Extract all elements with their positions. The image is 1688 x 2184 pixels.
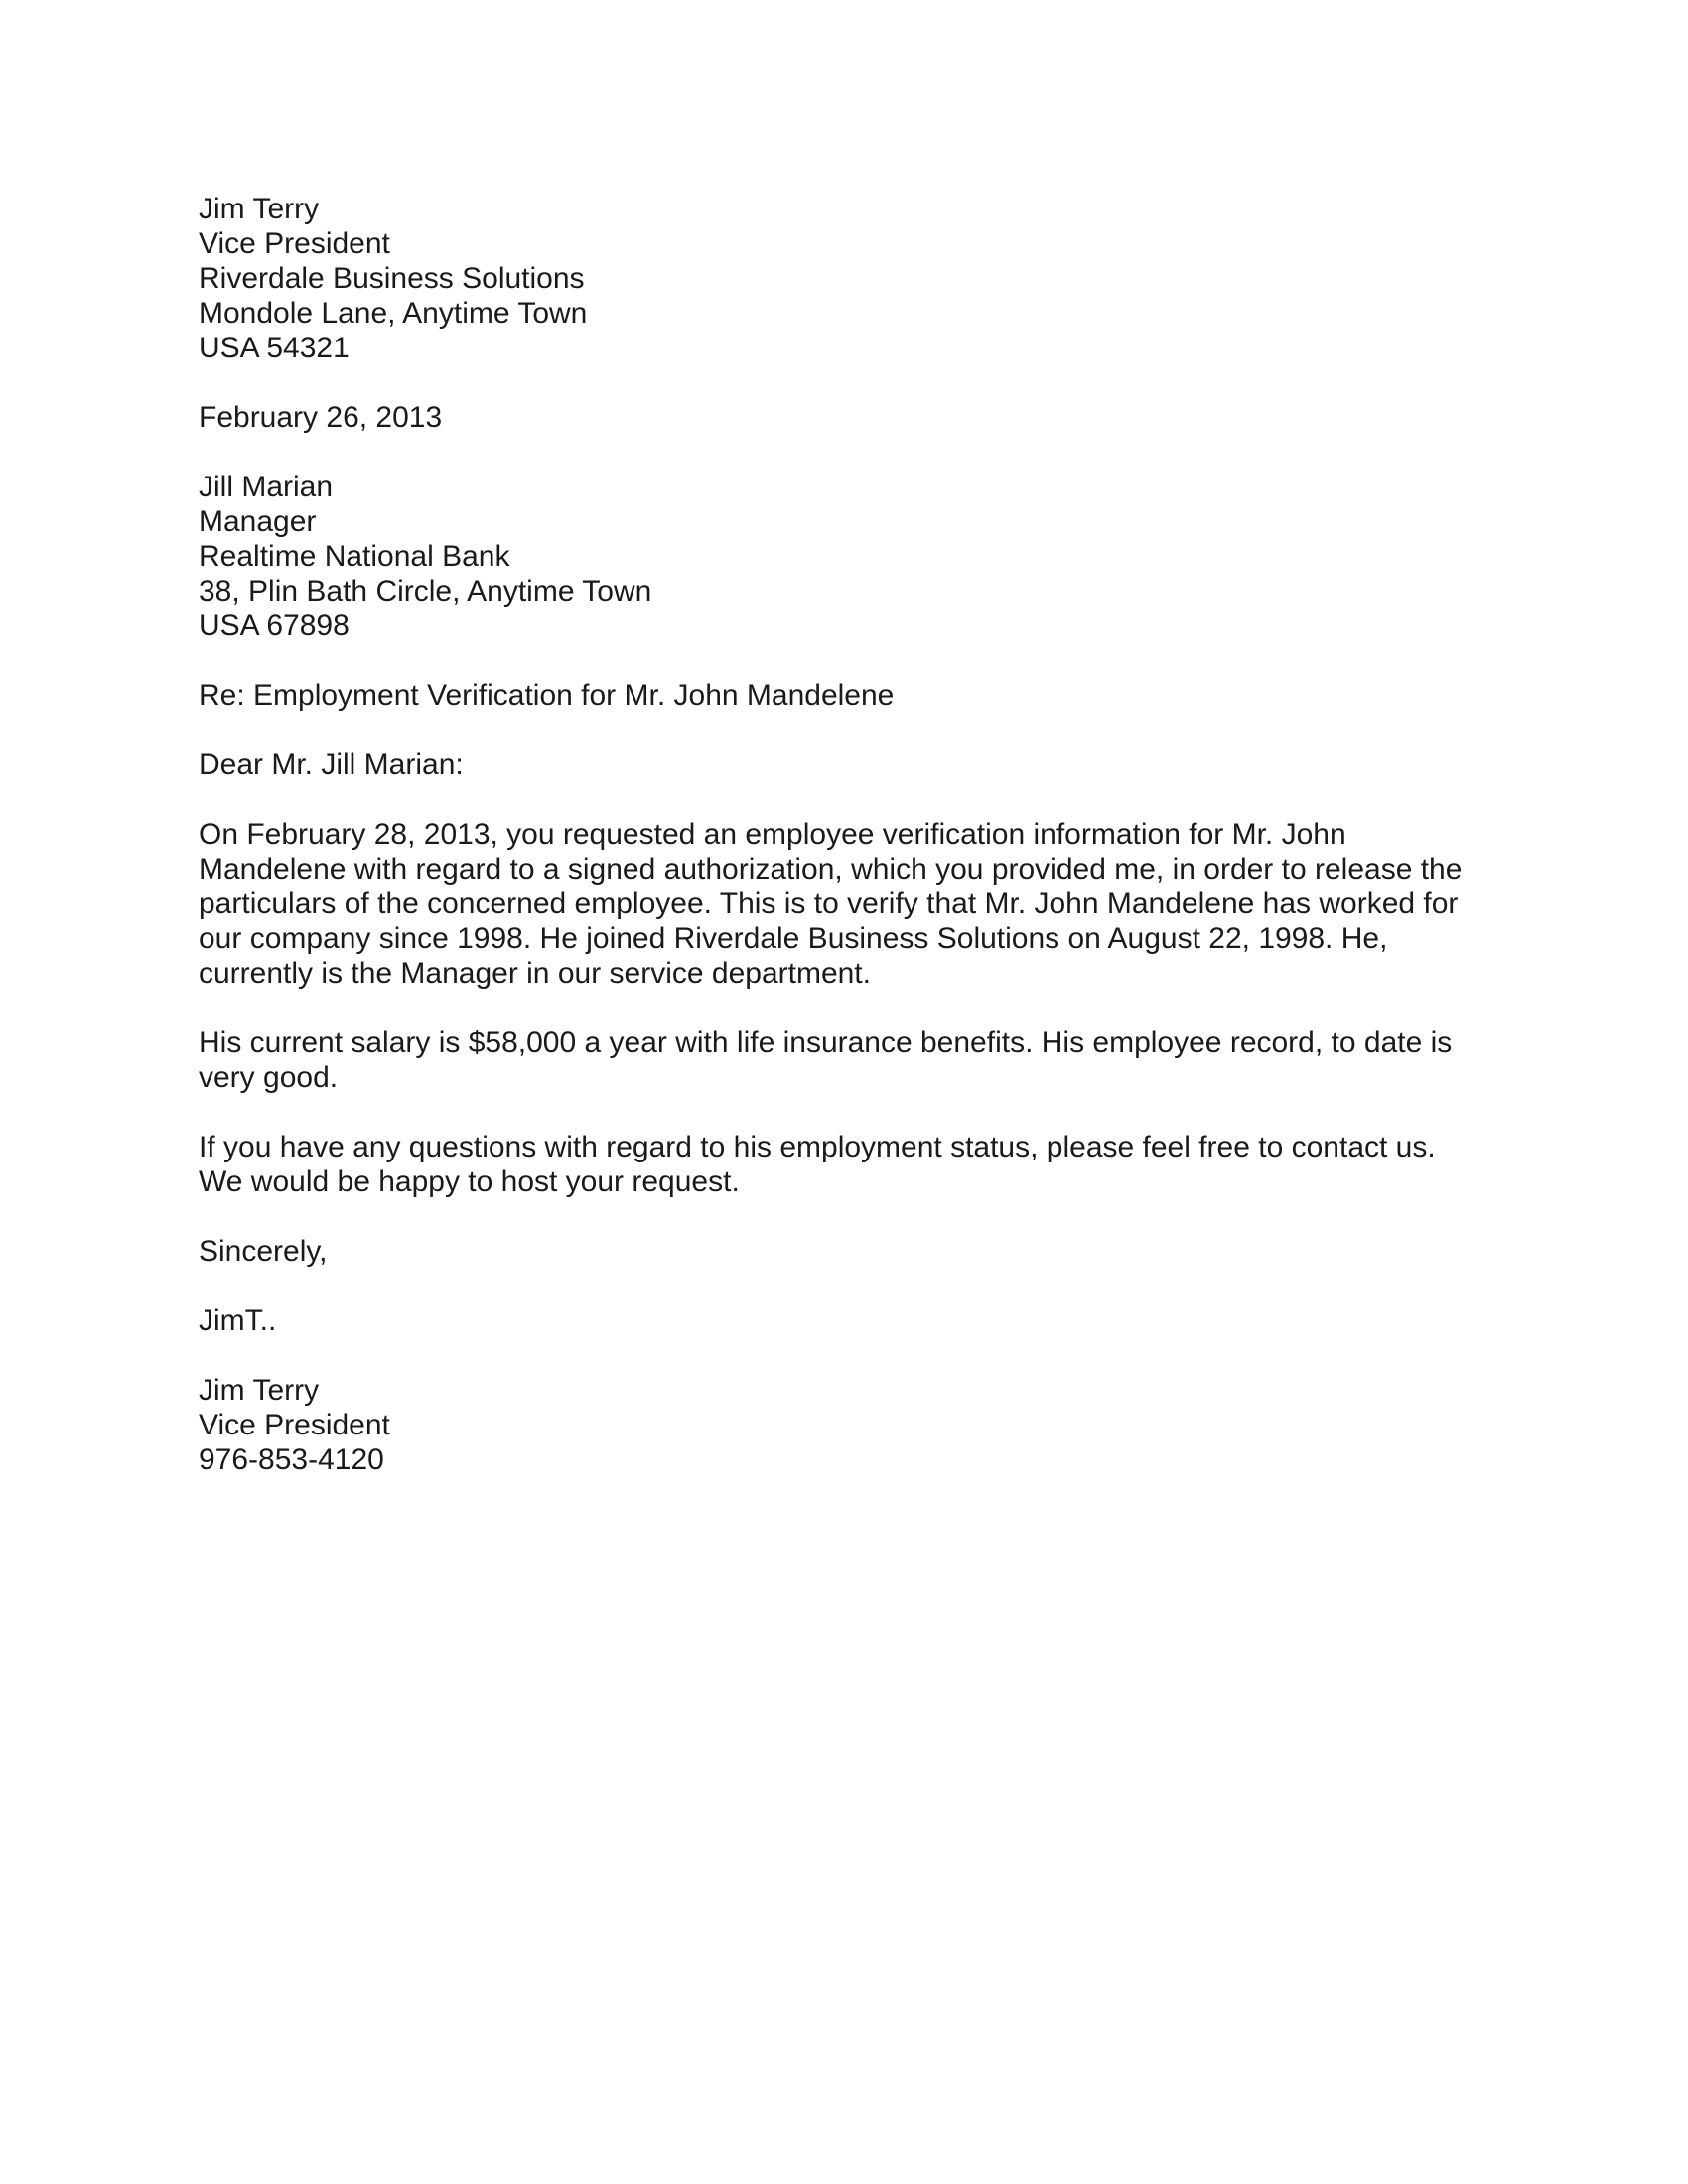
signoff-phone: 976-853-4120 (199, 1443, 384, 1476)
recipient-country-zip: USA 67898 (199, 610, 350, 642)
closing-block (199, 1234, 1489, 1269)
sender-company: Riverdale Business Solutions (199, 262, 585, 295)
recipient-company: Realtime National Bank (199, 540, 510, 573)
sender-street: Mondole Lane, Anytime Town (199, 297, 588, 330)
sender-country-zip: USA 54321 (199, 332, 350, 364)
signoff-name: Jim Terry (199, 1374, 320, 1407)
body-paragraph-1 (199, 817, 1489, 991)
recipient-address-block (199, 470, 1489, 643)
paragraph-line: particulars of the concerned employee. This is to verify that Mr. John Mandelene has worked for (199, 887, 1459, 920)
sender-name: Jim Terry (199, 193, 320, 225)
date-block (199, 400, 1489, 435)
sender-address-block (199, 192, 1489, 365)
letter-body (199, 192, 1489, 1512)
paragraph-line: On February 28, 2013, you requested an employee verification information for Mr. John (199, 818, 1346, 851)
recipient-name: Jill Marian (199, 471, 334, 503)
paragraph-line: Mandelene with regard to a signed authorization, which you provided me, in order to release the (199, 853, 1463, 886)
paragraph-line: our company since 1998. He joined Riverdale Business Solutions on August 22, 1998. He, (199, 922, 1388, 955)
signature-block (199, 1303, 1489, 1338)
signoff-block (199, 1373, 1489, 1477)
recipient-street: 38, Plin Bath Circle, Anytime Town (199, 575, 652, 608)
closing: Sincerely, (199, 1235, 328, 1268)
signature: JimT.. (199, 1304, 277, 1337)
signoff-title: Vice President (199, 1409, 390, 1441)
paragraph-line: very good. (199, 1061, 339, 1094)
letter-date: February 26, 2013 (199, 401, 443, 434)
body-paragraph-2 (199, 1025, 1489, 1095)
body-paragraph-3 (199, 1130, 1489, 1199)
subject-line: Re: Employment Verification for Mr. John Mandelene (199, 679, 895, 712)
paragraph-line: If you have any questions with regard to his employment status, please feel free to contact us. (199, 1131, 1436, 1163)
salutation-block (199, 748, 1489, 782)
paragraph-line: We would be happy to host your request. (199, 1165, 740, 1198)
subject-block (199, 678, 1489, 713)
paragraph-line: currently is the Manager in our service department. (199, 957, 871, 990)
salutation: Dear Mr. Jill Marian: (199, 749, 464, 781)
paragraph-line: His current salary is $58,000 a year with life insurance benefits. His employee record, to date is (199, 1026, 1453, 1059)
sender-title: Vice President (199, 227, 390, 260)
recipient-title: Manager (199, 505, 317, 538)
